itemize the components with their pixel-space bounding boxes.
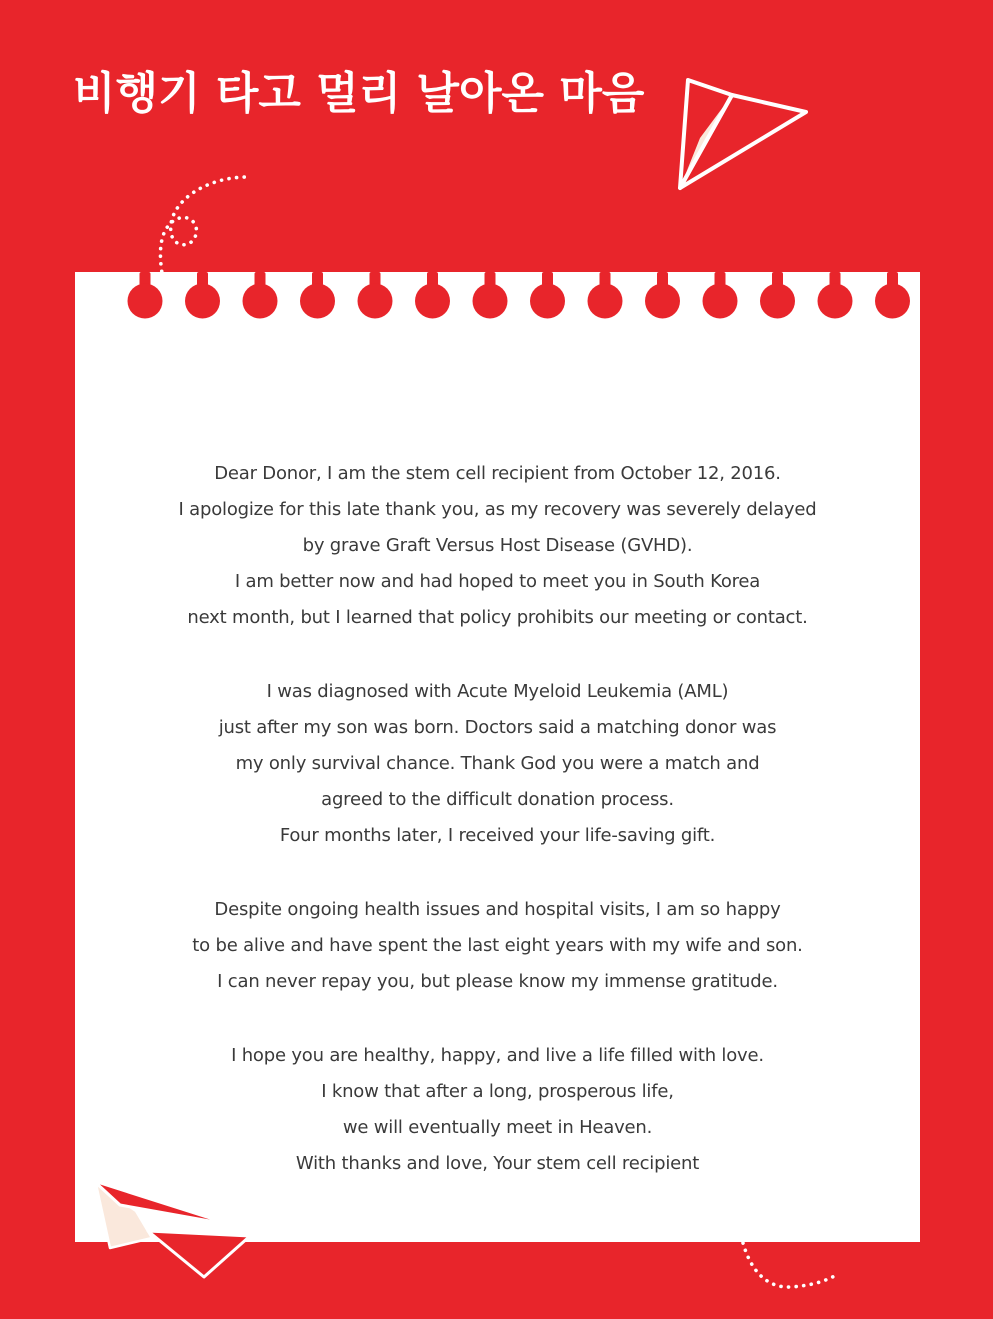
letter-line: my only survival chance. Thank God you were a match and	[235, 753, 760, 774]
dotted-arc-trail-icon	[731, 1236, 847, 1298]
letter-paper	[75, 272, 920, 1242]
letter-line: to be alive and have spent the last eight years with my wife and son.	[192, 935, 803, 956]
letter-line: Four months later, I received your life-saving gift.	[279, 825, 716, 846]
dotted-loop-trail-icon	[138, 163, 262, 283]
paper-plane-icon	[660, 68, 820, 198]
letter-line: I apologize for this late thank you, as my recovery was severely delayed	[178, 499, 817, 520]
letter-line: next month, but I learned that policy prohibits our meeting or contact.	[187, 607, 808, 628]
letter-line: With thanks and love, Your stem cell recipient	[295, 1153, 700, 1174]
letter-line: agreed to the difficult donation process.	[321, 789, 674, 810]
letter-line: we will eventually meet in Heaven.	[342, 1117, 653, 1138]
letter-body	[75, 272, 920, 1182]
letter-line: I am better now and had hoped to meet you in South Korea	[234, 571, 761, 592]
letter-line: Despite ongoing health issues and hospital visits, I am so happy	[214, 899, 781, 920]
letter-line: just after my son was born. Doctors said a matching donor was	[218, 717, 777, 738]
letter-line: I can never repay you, but please know my immense gratitude.	[217, 971, 778, 992]
page-title: 비행기 타고 멀리 날아온 마음	[73, 68, 645, 119]
letter-line: I hope you are healthy, happy, and live a life filled with love.	[231, 1045, 764, 1066]
letter-line: by grave Graft Versus Host Disease (GVHD).	[302, 535, 693, 556]
letter-line: I know that after a long, prosperous life,	[321, 1081, 674, 1102]
letter-line: I was diagnosed with Acute Myeloid Leukemia (AML)	[266, 681, 729, 702]
paper-plane-icon	[83, 1170, 263, 1286]
letter-line: Dear Donor, I am the stem cell recipient from October 12, 2016.	[214, 463, 781, 484]
